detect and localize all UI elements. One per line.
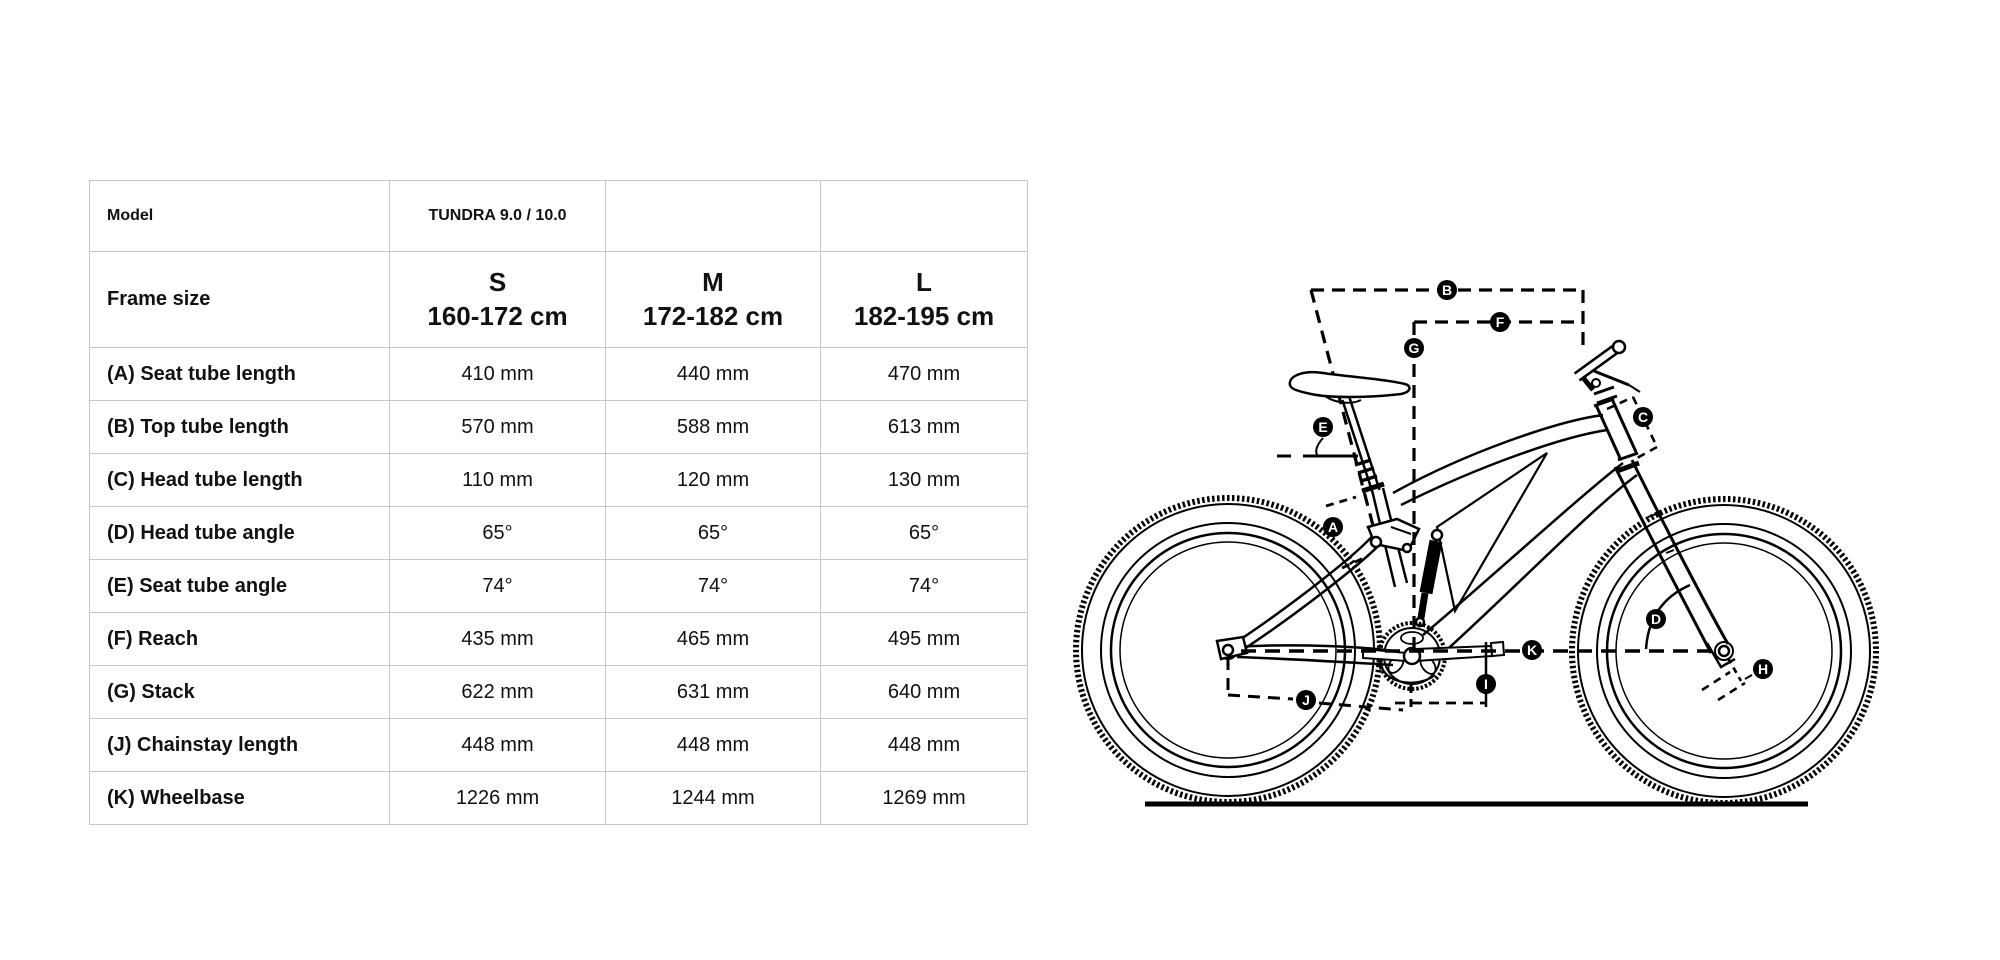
size-range: 182-195 cm	[853, 300, 995, 331]
row-value-m: 631 mm	[606, 666, 821, 719]
rear-shock	[1426, 541, 1436, 593]
badge-e	[1313, 417, 1333, 437]
frame-size-label: Frame size	[90, 252, 390, 348]
grip	[1613, 341, 1625, 353]
geometry-table	[89, 180, 1028, 825]
row-value-m: 588 mm	[606, 401, 821, 454]
top-tube	[1393, 415, 1603, 493]
size-range: 172-182 cm	[642, 300, 784, 331]
table-row-model	[90, 181, 1028, 252]
badge-b	[1437, 280, 1457, 300]
frame-window	[1437, 453, 1547, 611]
table-row	[90, 772, 1028, 825]
svg-text:K: K	[1526, 642, 1538, 658]
right-crank-arm	[1415, 646, 1493, 661]
badge-g	[1404, 338, 1424, 358]
head-tube	[1594, 387, 1638, 460]
table-row	[90, 507, 1028, 560]
table-row	[90, 348, 1028, 401]
empty-cell	[606, 181, 821, 252]
row-label: (B) Top tube length	[90, 401, 390, 454]
row-label: (F) Reach	[90, 613, 390, 666]
badge-h	[1753, 659, 1773, 679]
badges	[1296, 280, 1773, 710]
svg-text:F: F	[1495, 314, 1505, 330]
svg-text:D: D	[1650, 611, 1662, 627]
table-row	[90, 719, 1028, 772]
row-value-l: 470 mm	[821, 348, 1028, 401]
row-value-s: 622 mm	[390, 666, 606, 719]
table-row	[90, 666, 1028, 719]
row-value-l: 1269 mm	[821, 772, 1028, 825]
row-value-l: 448 mm	[821, 719, 1028, 772]
badge-i	[1476, 674, 1496, 694]
model-value: TUNDRA 9.0 / 10.0	[390, 181, 606, 252]
row-value-m: 1244 mm	[606, 772, 821, 825]
row-value-m: 120 mm	[606, 454, 821, 507]
size-m-cell	[606, 252, 821, 348]
svg-text:C: C	[1637, 409, 1649, 425]
size-letter: S	[488, 266, 507, 297]
down-tube	[1423, 463, 1623, 635]
row-value-s: 65°	[390, 507, 606, 560]
row-label: (K) Wheelbase	[90, 772, 390, 825]
row-value-s: 435 mm	[390, 613, 606, 666]
row-value-s: 74°	[390, 560, 606, 613]
table-row	[90, 613, 1028, 666]
model-label: Model	[90, 181, 390, 252]
row-value-m: 74°	[606, 560, 821, 613]
shock-top-eyelet	[1432, 530, 1442, 540]
table-row	[90, 401, 1028, 454]
row-label: (D) Head tube angle	[90, 507, 390, 560]
row-value-s: 1226 mm	[390, 772, 606, 825]
badge-a	[1323, 517, 1343, 537]
row-value-m: 448 mm	[606, 719, 821, 772]
size-range: 160-172 cm	[427, 300, 568, 331]
badge-d	[1646, 609, 1666, 629]
size-letter: M	[702, 266, 724, 297]
row-value-l: 65°	[821, 507, 1028, 560]
dim-j-chainstay	[1228, 658, 1411, 713]
row-value-m: 465 mm	[606, 613, 821, 666]
row-value-s: 570 mm	[390, 401, 606, 454]
size-letter: L	[916, 266, 932, 297]
badge-c	[1633, 407, 1653, 427]
row-value-l: 130 mm	[821, 454, 1028, 507]
saddle	[1290, 372, 1410, 397]
rear-triangle	[1217, 533, 1394, 665]
seat-clamp	[1362, 484, 1384, 491]
row-value-l: 74°	[821, 560, 1028, 613]
svg-text:J: J	[1302, 692, 1310, 708]
svg-text:G: G	[1408, 340, 1420, 356]
svg-text:E: E	[1318, 419, 1328, 435]
table-row-frame-size	[90, 252, 1028, 348]
row-value-l: 495 mm	[821, 613, 1028, 666]
row-value-l: 613 mm	[821, 401, 1028, 454]
table-row	[90, 560, 1028, 613]
svg-text:I: I	[1484, 676, 1488, 692]
row-value-m: 440 mm	[606, 348, 821, 401]
badge-j	[1296, 690, 1316, 710]
seat-post	[1346, 399, 1384, 491]
table-row	[90, 454, 1028, 507]
row-value-m: 65°	[606, 507, 821, 560]
row-label: (A) Seat tube length	[90, 348, 390, 401]
row-value-l: 640 mm	[821, 666, 1028, 719]
row-label: (E) Seat tube angle	[90, 560, 390, 613]
row-value-s: 110 mm	[390, 454, 606, 507]
empty-cell	[821, 181, 1028, 252]
svg-text:B: B	[1441, 282, 1453, 298]
row-value-s: 448 mm	[390, 719, 606, 772]
dim-e-leader	[1316, 438, 1323, 455]
row-label: (G) Stack	[90, 666, 390, 719]
size-l-cell	[821, 252, 1028, 348]
row-label: (C) Head tube length	[90, 454, 390, 507]
svg-text:A: A	[1327, 519, 1339, 535]
size-s-cell	[390, 252, 606, 348]
badge-k	[1522, 640, 1542, 660]
dim-h-leader	[1745, 675, 1752, 679]
svg-text:H: H	[1757, 661, 1769, 677]
badge-f	[1490, 312, 1510, 332]
row-label: (J) Chainstay length	[90, 719, 390, 772]
handlebar	[1577, 341, 1640, 392]
row-value-s: 410 mm	[390, 348, 606, 401]
bike-geometry-diagram	[1045, 255, 1905, 830]
pedal	[1491, 642, 1504, 656]
